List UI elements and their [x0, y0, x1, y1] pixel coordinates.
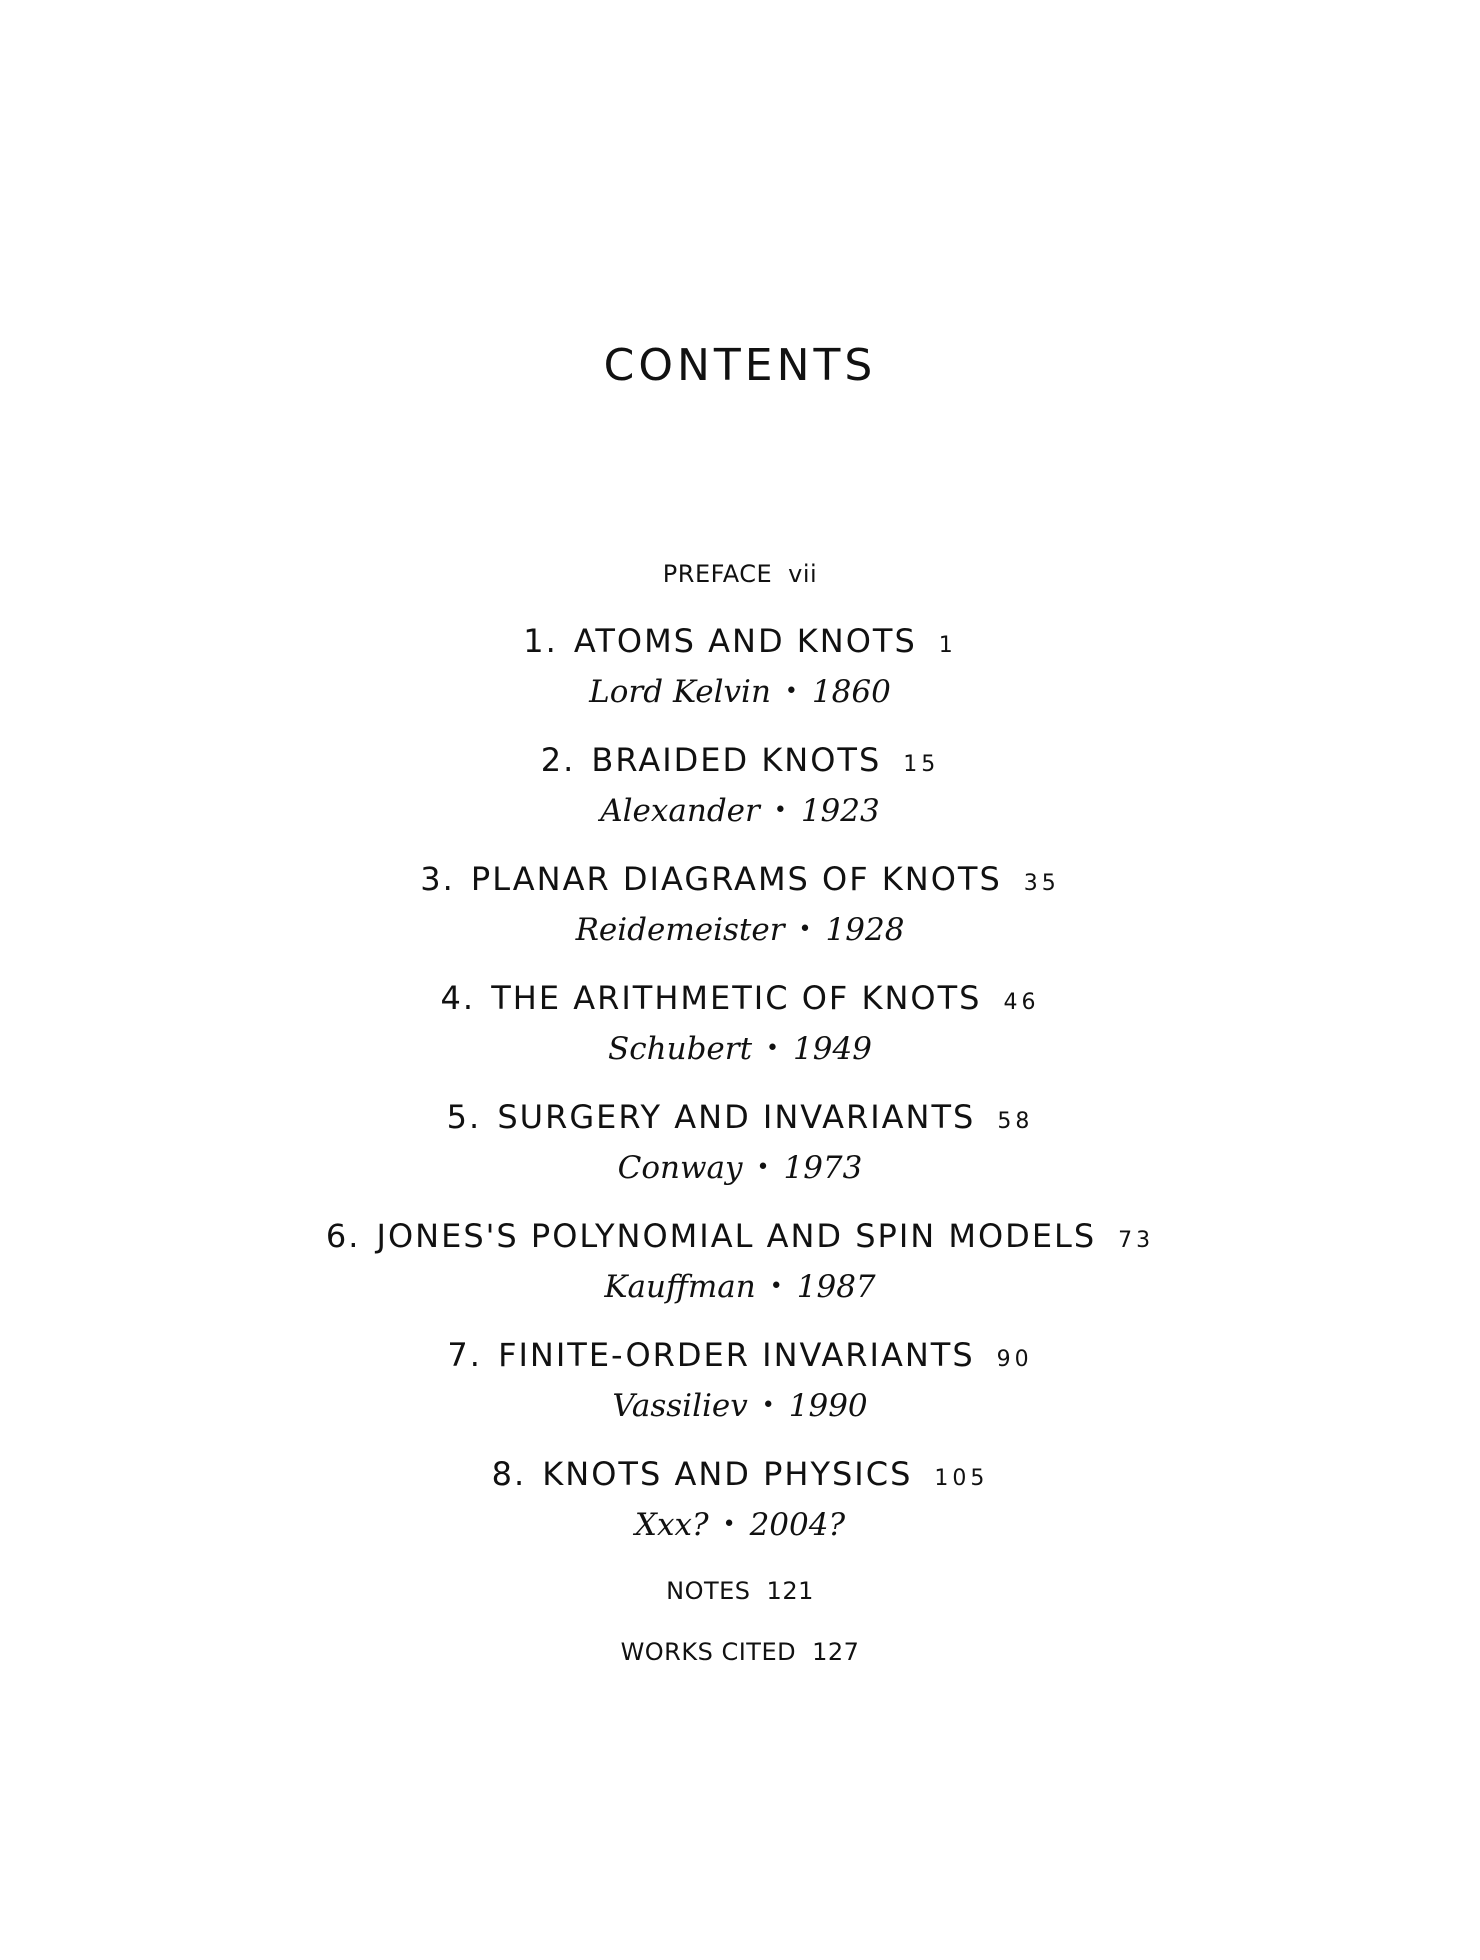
chapter-page: 73 — [1118, 1228, 1155, 1253]
chapter-person: Lord Kelvin — [589, 674, 771, 710]
bullet-separator: • — [756, 1155, 770, 1180]
toc-chapter-4[interactable] — [0, 978, 1480, 1073]
chapter-year: 1973 — [783, 1150, 863, 1186]
chapter-attribution — [0, 1505, 1480, 1549]
chapter-attribution — [0, 1386, 1480, 1430]
bullet-separator: • — [722, 1512, 736, 1537]
chapter-number: 2. — [540, 741, 576, 779]
toc-entry-preface[interactable] — [0, 560, 1480, 588]
chapter-page: 15 — [903, 752, 940, 777]
bullet-separator: • — [784, 679, 798, 704]
toc-chapter-3[interactable] — [0, 859, 1480, 954]
toc-entry-page: vii — [788, 560, 818, 588]
chapter-heading — [0, 1335, 1480, 1380]
chapter-person: Schubert — [608, 1031, 753, 1067]
chapter-year: 1928 — [825, 912, 905, 948]
bullet-separator: • — [773, 798, 787, 823]
page-title: CONTENTS — [603, 340, 877, 391]
bullet-separator: • — [761, 1393, 775, 1418]
chapter-title: FINITE-ORDER INVARIANTS — [498, 1336, 975, 1374]
chapter-person: Conway — [617, 1150, 743, 1186]
chapter-person: Xxx? — [634, 1507, 709, 1543]
toc-entry-label: WORKS CITED — [620, 1638, 797, 1666]
chapter-heading — [0, 740, 1480, 785]
chapter-number: 4. — [440, 979, 476, 1017]
chapter-heading — [0, 621, 1480, 666]
chapter-page: 46 — [1003, 990, 1040, 1015]
toc-entry-notes[interactable] — [0, 1577, 1480, 1605]
chapter-heading — [0, 1097, 1480, 1142]
toc-entry-label: PREFACE — [662, 560, 773, 588]
bullet-separator: • — [769, 1274, 783, 1299]
chapter-title: JONES'S POLYNOMIAL AND SPIN MODELS — [376, 1217, 1097, 1255]
chapter-year: 2004? — [749, 1507, 846, 1543]
chapter-attribution — [0, 791, 1480, 835]
toc-entry-works-cited[interactable] — [0, 1638, 1480, 1666]
toc-chapter-8[interactable] — [0, 1454, 1480, 1549]
bullet-separator: • — [766, 1036, 780, 1061]
toc-chapter-6[interactable] — [0, 1216, 1480, 1311]
chapter-attribution — [0, 1029, 1480, 1073]
chapter-heading — [0, 978, 1480, 1023]
toc-chapter-7[interactable] — [0, 1335, 1480, 1430]
chapter-page: 35 — [1023, 871, 1060, 896]
chapter-year: 1860 — [811, 674, 891, 710]
chapter-number: 8. — [491, 1455, 527, 1493]
chapter-page: 1 — [938, 633, 957, 658]
bullet-separator: • — [798, 917, 812, 942]
chapter-title: ATOMS AND KNOTS — [573, 622, 917, 660]
chapter-attribution — [0, 1267, 1480, 1311]
toc-chapter-2[interactable] — [0, 740, 1480, 835]
chapter-person: Reidemeister — [575, 912, 785, 948]
chapter-number: 7. — [447, 1336, 482, 1374]
chapter-number: 6. — [325, 1217, 361, 1255]
chapter-year: 1949 — [793, 1031, 872, 1067]
chapter-number: 1. — [523, 622, 558, 660]
toc-chapter-1[interactable] — [0, 621, 1480, 716]
chapter-person: Kauffman — [604, 1269, 756, 1305]
chapter-title: BRAIDED KNOTS — [591, 741, 882, 779]
chapter-person: Alexander — [600, 793, 760, 829]
chapter-person: Vassiliev — [612, 1388, 748, 1424]
chapter-heading — [0, 1454, 1480, 1499]
chapter-title: SURGERY AND INVARIANTS — [497, 1098, 976, 1136]
chapter-title: KNOTS AND PHYSICS — [542, 1455, 913, 1493]
toc-entry-page: 127 — [812, 1638, 860, 1666]
toc-entry-label: NOTES — [666, 1577, 751, 1605]
chapter-page: 105 — [934, 1466, 989, 1491]
chapter-attribution — [0, 672, 1480, 716]
chapter-attribution — [0, 1148, 1480, 1192]
toc-entry-page: 121 — [766, 1577, 814, 1605]
chapter-title: PLANAR DIAGRAMS OF KNOTS — [470, 860, 1002, 898]
chapter-heading — [0, 859, 1480, 904]
chapter-page: 58 — [997, 1109, 1034, 1134]
chapter-number: 3. — [420, 860, 455, 898]
chapter-attribution — [0, 910, 1480, 954]
chapter-heading — [0, 1216, 1480, 1261]
chapter-page: 90 — [996, 1347, 1033, 1372]
toc-chapter-5[interactable] — [0, 1097, 1480, 1192]
chapter-year: 1987 — [796, 1269, 876, 1305]
chapter-year: 1990 — [788, 1388, 868, 1424]
chapter-title: THE ARITHMETIC OF KNOTS — [491, 979, 982, 1017]
chapter-year: 1923 — [800, 793, 880, 829]
chapter-number: 5. — [446, 1098, 482, 1136]
